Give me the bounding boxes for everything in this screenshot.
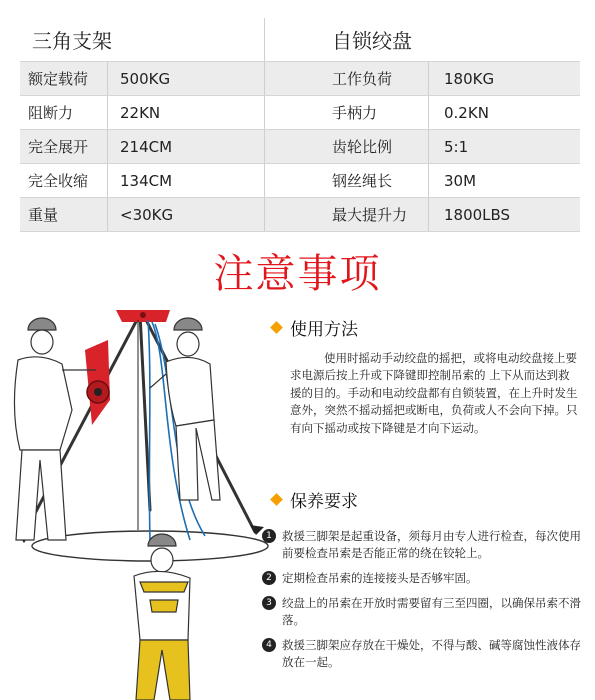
spec-value: 30M [444,171,477,190]
number-badge: 1 [262,529,276,543]
spec-row [20,62,580,96]
spec-label: 钢丝绳长 [332,172,393,190]
spec-label: 工作负荷 [332,70,393,88]
list-item [262,570,590,587]
list-item [262,637,590,671]
list-item-text: 救援三脚架应存放在干燥处，不得与酸、碱等腐蚀性液体存放在一起。 [282,638,581,669]
spec-value: 214CM [120,137,173,156]
list-item [262,528,590,562]
column-divider [107,130,108,163]
spec-label: 额定载荷 [28,70,89,88]
column-divider [428,62,429,95]
column-divider [264,164,265,197]
spec-value: 134CM [120,171,173,190]
spec-value: 22KN [120,103,161,122]
spec-label: 完全收缩 [28,172,89,190]
rescuer-left [14,318,96,540]
maintenance-title: 保养要求 [290,492,358,512]
spec-row [20,198,580,232]
column-divider [264,96,265,129]
number-badge: 3 [262,596,276,610]
winch-header: 自锁绞盘 [332,29,412,53]
column-divider [428,130,429,163]
number-badge: 2 [262,571,276,585]
spec-row [20,164,580,198]
column-divider [107,164,108,197]
spec-value: 180KG [444,69,495,88]
orange-diamond-icon [270,321,283,334]
column-divider [107,198,108,231]
column-divider [107,96,108,129]
column-divider [264,18,265,61]
column-divider [264,62,265,95]
spec-table-header [20,18,580,62]
spec-label: 阻断力 [28,104,74,122]
usage-title: 使用方法 [290,320,358,340]
usage-heading [272,315,358,340]
column-divider [428,164,429,197]
column-divider [428,96,429,129]
column-divider [107,62,108,95]
pulley-icon [140,312,146,318]
orange-diamond-icon [270,493,283,506]
spec-label: 完全展开 [28,138,89,156]
spec-row [20,96,580,130]
list-item-text: 绞盘上的吊索在开放时需要留有三至四圈，以确保吊索不滑落。 [282,596,581,627]
spec-value: <30KG [120,205,174,224]
rescued-person [134,534,190,700]
tripod-header: 三角支架 [32,29,112,53]
spec-value: 1800LBS [444,205,511,224]
usage-text: 使用时摇动手动绞盘的摇把，或将电动绞盘接上要求电源后按上升或下降键即控制吊索的 上下从而达到救援的目的。手动和电动绞盘都有自锁装置，在上升时发生意外，突然不摇动摇把或断电，负荷或人不会向下掉。只有向下摇动或按下降键是才向下运动。 [290,351,578,435]
rescue-tripod-illustration [0,300,290,700]
list-item-text: 定期检查吊索的连接接头是否够牢固。 [282,571,478,585]
column-divider [264,130,265,163]
spec-label: 齿轮比例 [332,138,393,156]
spec-value: 500KG [120,69,171,88]
spec-table [20,18,580,234]
list-item-text: 救援三脚架是起重设备，须每月由专人进行检查，每次使用前要检查吊索是否能正常的绕在铰轮上。 [282,529,581,560]
column-divider [264,198,265,231]
spec-label: 手柄力 [332,104,378,122]
maintenance-list [262,528,590,679]
spec-value: 0.2KN [444,103,489,122]
list-item [262,595,590,629]
spec-label: 最大提升力 [332,206,408,224]
spec-label: 重量 [28,206,59,224]
column-divider [428,198,429,231]
spec-row [20,130,580,164]
number-badge: 4 [262,638,276,652]
notice-title: 注意事项 [213,251,382,297]
spec-value: 5:1 [444,137,469,156]
maintenance-heading [272,487,358,512]
